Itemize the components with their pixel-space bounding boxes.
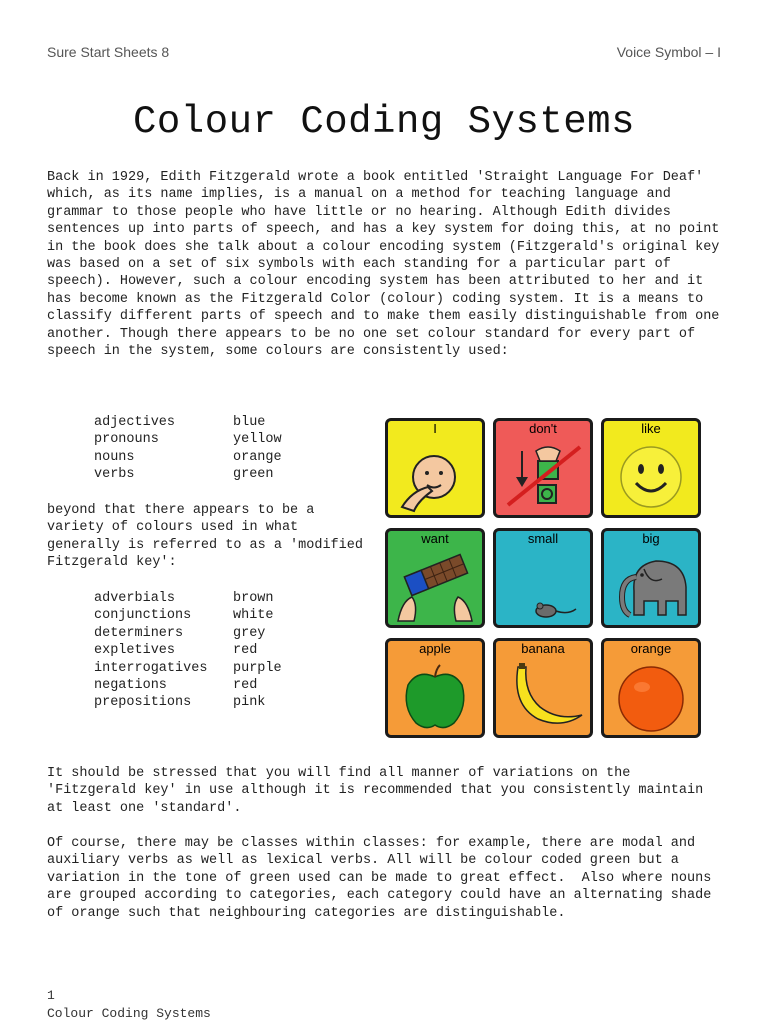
colour-key-row — [94, 466, 282, 483]
colour-name: purple — [233, 660, 282, 676]
part-of-speech: adjectives — [94, 415, 176, 430]
colour-key-row — [94, 642, 282, 659]
symbol-grid — [385, 418, 705, 743]
colour-name: red — [233, 643, 258, 659]
part-of-speech: interrogatives — [94, 660, 208, 676]
colour-name: red — [233, 678, 258, 694]
symbol-cell-dont — [493, 418, 593, 518]
colour-key-row — [94, 449, 282, 466]
header-right: Voice Symbol – I — [616, 44, 721, 60]
symbol-label: small — [527, 531, 559, 546]
symbol-cell-banana — [493, 638, 593, 738]
part-of-speech: expletives — [94, 643, 176, 659]
symbol-label: orange — [630, 641, 672, 656]
page-number: 1 — [47, 988, 55, 1003]
colour-key-row — [94, 590, 282, 607]
symbol-cell-big — [601, 528, 701, 628]
colour-name: white — [233, 608, 274, 624]
colour-name: green — [233, 467, 274, 483]
symbol-cell-small — [493, 528, 593, 628]
symbol-cell-like — [601, 418, 701, 518]
part-of-speech: nouns — [94, 449, 135, 465]
symbol-cell-i — [385, 418, 485, 518]
part-of-speech: pronouns — [94, 432, 159, 448]
part-of-speech: adverbials — [94, 591, 176, 606]
symbol-label: banana — [521, 641, 565, 656]
colour-key-row — [94, 607, 282, 624]
footer-title: Colour Coding Systems — [47, 1006, 211, 1021]
stress-paragraph: It should be stressed that you will find all manner of variations on the 'Fitzgerald key' in use although it is recommended that you consistently maintain at least one 'standard'. — [47, 766, 712, 816]
symbol-cell-apple — [385, 638, 485, 738]
colour-key-row — [94, 414, 282, 431]
symbol-label: like — [641, 421, 661, 436]
symbol-label: want — [421, 531, 449, 546]
intro-paragraph: Back in 1929, Edith Fitzgerald wrote a book entitled 'Straight Language For Deaf' which, as its name implies, is a manual on a method for teaching language and grammar to those people who have little or no hearing. Although Edith divides sentences up into parts of speech, and has a key system for doing this, at no point in the book does she talk about a colour encoding system (Fitzgerald's original key was based on a set of six symbols with each standing for a particular part of speech). However, such a colour encoding system has been attributed to her and it has become known as the Fitzgerald Color (colour) coding system. It is a means to classify different parts of speech and to make them easily distinguishable from one another. Though there appears to be no one set colour standard for every part of speech in the system, some colours are consistently used: — [47, 170, 728, 360]
page-footer — [47, 987, 211, 1023]
symbol-cell-want — [385, 528, 485, 628]
modified-key-paragraph: beyond that there appears to be a variety of colours used in what generally is referred to as a 'modified Fitzgerald key': — [47, 503, 372, 571]
colour-name: blue — [233, 415, 266, 430]
colour-name: orange — [233, 449, 282, 465]
part-of-speech: negations — [94, 678, 167, 694]
header-left: Sure Start Sheets 8 — [47, 44, 170, 60]
colour-name: grey — [233, 625, 266, 641]
symbol-label: I — [433, 421, 437, 436]
part-of-speech: determiners — [94, 625, 184, 641]
part-of-speech: prepositions — [94, 695, 192, 711]
colour-name: pink — [233, 695, 266, 711]
colour-key-row — [94, 625, 282, 642]
colour-name: yellow — [233, 432, 282, 448]
colour-key-row — [94, 694, 282, 711]
symbol-cell-orange — [601, 638, 701, 738]
colour-key-row — [94, 677, 282, 694]
part-of-speech: conjunctions — [94, 608, 192, 624]
colour-key-row — [94, 431, 282, 448]
page-title: Colour Coding Systems — [133, 100, 635, 144]
colour-key-row — [94, 660, 282, 677]
consistent-colour-key — [94, 414, 282, 484]
colour-name: brown — [233, 591, 274, 606]
classes-paragraph: Of course, there may be classes within classes: for example, there are modal and auxiliary verbs as well as lexical verbs. All will be colour coded green but a variation in the tone of green used can be made to great effect. Also where nouns are grouped according to categories, each category could have an alternating shade of orange such that neighbouring categories are distinguishable. — [47, 836, 720, 921]
symbol-label: don't — [529, 421, 557, 436]
symbol-label: apple — [419, 641, 451, 656]
part-of-speech: verbs — [94, 467, 135, 483]
modified-colour-key — [94, 590, 282, 712]
symbol-label: big — [642, 531, 660, 546]
